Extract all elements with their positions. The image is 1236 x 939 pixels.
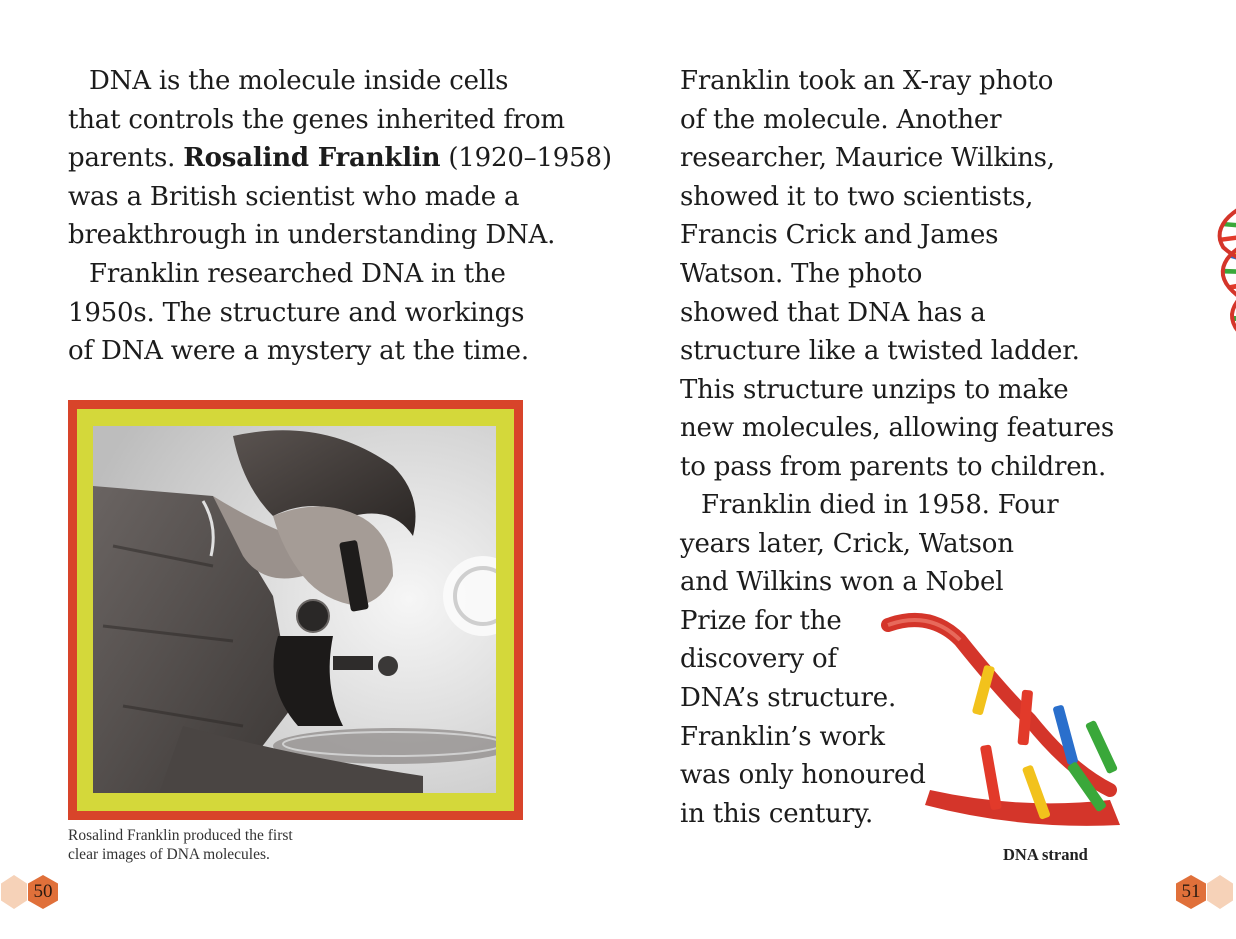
text-line: showed it to two scientists,: [680, 181, 1034, 212]
text-line: of DNA were a mystery at the time.: [68, 336, 529, 367]
text-line: that controls the genes inherited from: [68, 104, 565, 135]
photo-illustration: [93, 426, 496, 793]
dna-backbones: [1220, 0, 1236, 852]
text-line: DNA is the molecule inside cells: [89, 66, 509, 96]
text-line: breakthrough in understanding DNA.: [68, 220, 556, 251]
text-line: Franklin took an X-ray photo: [680, 66, 1054, 96]
bold-name-rosalind-franklin: Rosalind Franklin: [183, 143, 441, 174]
dna-backbone-strand: [1223, 0, 1236, 408]
text-line: to pass from parents to children.: [680, 451, 1107, 482]
caption-line: Rosalind Franklin produced the first: [68, 827, 293, 844]
text-line: of the molecule. Another: [680, 104, 1002, 135]
text-line: new molecules, allowing features: [680, 413, 1115, 444]
text-line: 1950s. The structure and workings: [68, 297, 525, 328]
text-line: researcher, Maurice Wilkins,: [680, 143, 1055, 174]
text-run: (1920–1958): [440, 143, 612, 174]
dna-strand-label: DNA strand: [1003, 845, 1088, 864]
dna-base-pairs: [1220, 0, 1236, 847]
dna-backbone-strand: [1220, 0, 1236, 400]
text-line: was a British scientist who made a: [68, 181, 520, 212]
text-line: and Wilkins won a Nobel: [680, 567, 1004, 598]
text-line: Franklin died in 1958. Four: [701, 490, 1059, 520]
page-number-right: [1173, 874, 1209, 910]
text-line: was only honoured: [680, 760, 926, 791]
paragraph-franklin-research: [68, 255, 529, 371]
text-line: Francis Crick and James: [680, 220, 999, 251]
text-line: structure like a twisted ladder.: [680, 336, 1080, 367]
text-line: years later, Crick, Watson: [680, 528, 1014, 559]
base-pair-half: [1220, 235, 1236, 240]
photo-frame: [68, 400, 523, 820]
text-line: Franklin’s work: [680, 721, 885, 752]
dna-unzipped-strand: [888, 620, 1120, 826]
photo-rosalind-franklin-microscope: [93, 426, 496, 793]
text-line: DNA’s structure.: [680, 682, 897, 713]
text-line: Franklin researched DNA in the: [89, 259, 506, 289]
photo-caption: [68, 826, 293, 864]
text-line: in this century.: [680, 798, 874, 829]
page-number-left: [25, 874, 61, 910]
text-line: showed that DNA has a: [680, 297, 986, 328]
dna-strand-illustration: [870, 0, 1236, 860]
text-line: This structure unzips to make: [680, 374, 1069, 405]
hexagon-icon: [1205, 874, 1235, 910]
text-run: parents.: [68, 143, 184, 174]
photo-border: [77, 409, 514, 811]
text-line: discovery of: [680, 644, 837, 675]
caption-line: clear images of DNA molecules.: [68, 846, 270, 863]
text-line: Watson. The photo: [680, 258, 923, 289]
page-number-text: 50: [33, 881, 53, 902]
text-line: [68, 139, 612, 178]
text-line: Prize for the: [680, 605, 842, 636]
paragraph-dna-intro: [68, 62, 612, 255]
page-number-text: 51: [1181, 881, 1201, 902]
